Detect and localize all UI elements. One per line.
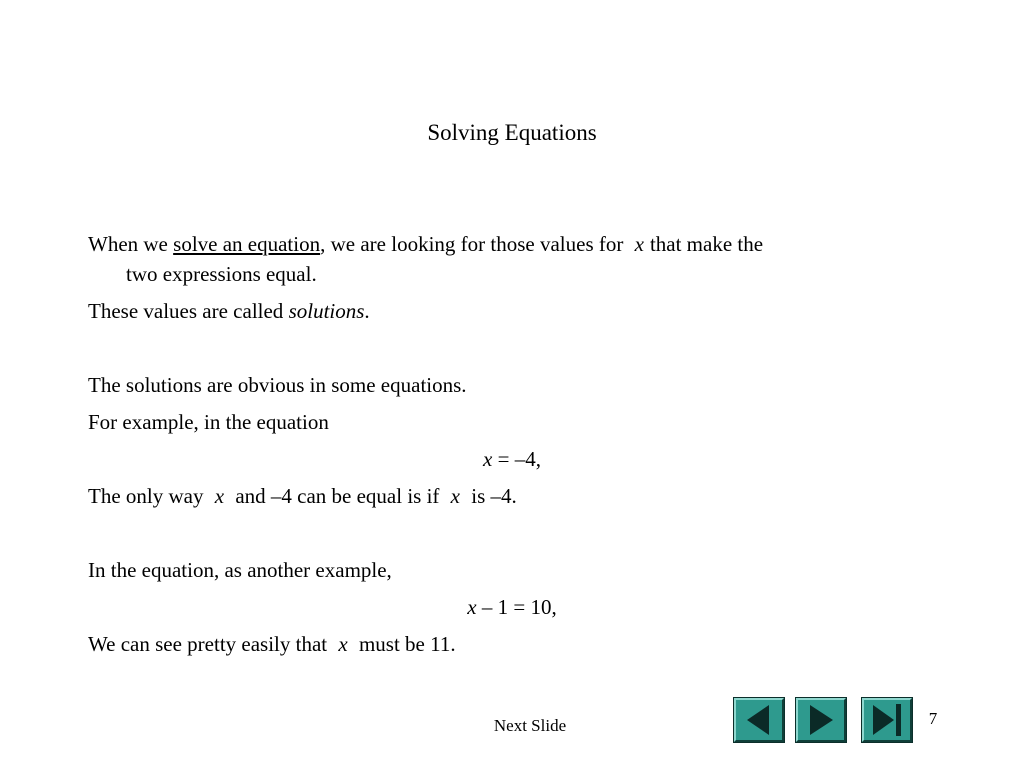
- next-slide-link[interactable]: Next Slide: [493, 716, 567, 735]
- solutions-term: solutions: [288, 299, 365, 323]
- paragraph-text: The only way: [88, 484, 204, 508]
- last-slide-button[interactable]: [862, 698, 912, 742]
- variable-x: x: [450, 484, 460, 508]
- paragraph-text: , we are looking for those values for: [320, 232, 624, 256]
- variable-x: x: [467, 595, 477, 619]
- paragraph-text: is –4.: [471, 484, 517, 508]
- variable-x: x: [483, 447, 493, 471]
- paragraph-text: When we: [88, 232, 168, 256]
- paragraph-text: that make the: [649, 232, 764, 256]
- paragraph-example-intro: For example, in the equation: [88, 410, 329, 434]
- triangle-left-icon: [736, 700, 782, 740]
- paragraph-only-way: [88, 481, 938, 511]
- page-number: 7: [928, 709, 938, 728]
- variable-x: x: [214, 484, 225, 508]
- paragraph-text: We can see pretty easily that: [88, 632, 328, 656]
- triangle-right-icon: [798, 700, 844, 740]
- next-slide-button[interactable]: [796, 698, 846, 742]
- paragraph-obvious: The solutions are obvious in some equations.: [88, 373, 467, 397]
- variable-x: x: [338, 632, 348, 656]
- equation-rest: – 1 = 10,: [481, 595, 557, 619]
- paragraph-text: must be 11.: [358, 632, 456, 656]
- paragraph-another-example: In the equation, as another example,: [88, 558, 392, 582]
- skip-to-end-icon: [864, 700, 910, 740]
- solve-an-equation-link[interactable]: solve an equation: [173, 232, 321, 256]
- equation-rest: = –4,: [497, 447, 541, 471]
- paragraph-text: and –4 can be equal is if: [235, 484, 440, 508]
- previous-slide-button[interactable]: [734, 698, 784, 742]
- paragraph-solve-definition: [88, 229, 938, 289]
- paragraph-text: .: [364, 299, 370, 323]
- paragraph-continuation: two expressions equal.: [126, 262, 317, 286]
- equation-1: [0, 444, 1024, 474]
- paragraph-text: These values are called: [88, 299, 284, 323]
- paragraph-conclusion: [88, 629, 938, 659]
- variable-x: x: [634, 232, 644, 256]
- paragraph-solutions: [88, 296, 938, 326]
- equation-2: [0, 592, 1024, 622]
- slide-title: Solving Equations: [427, 120, 597, 145]
